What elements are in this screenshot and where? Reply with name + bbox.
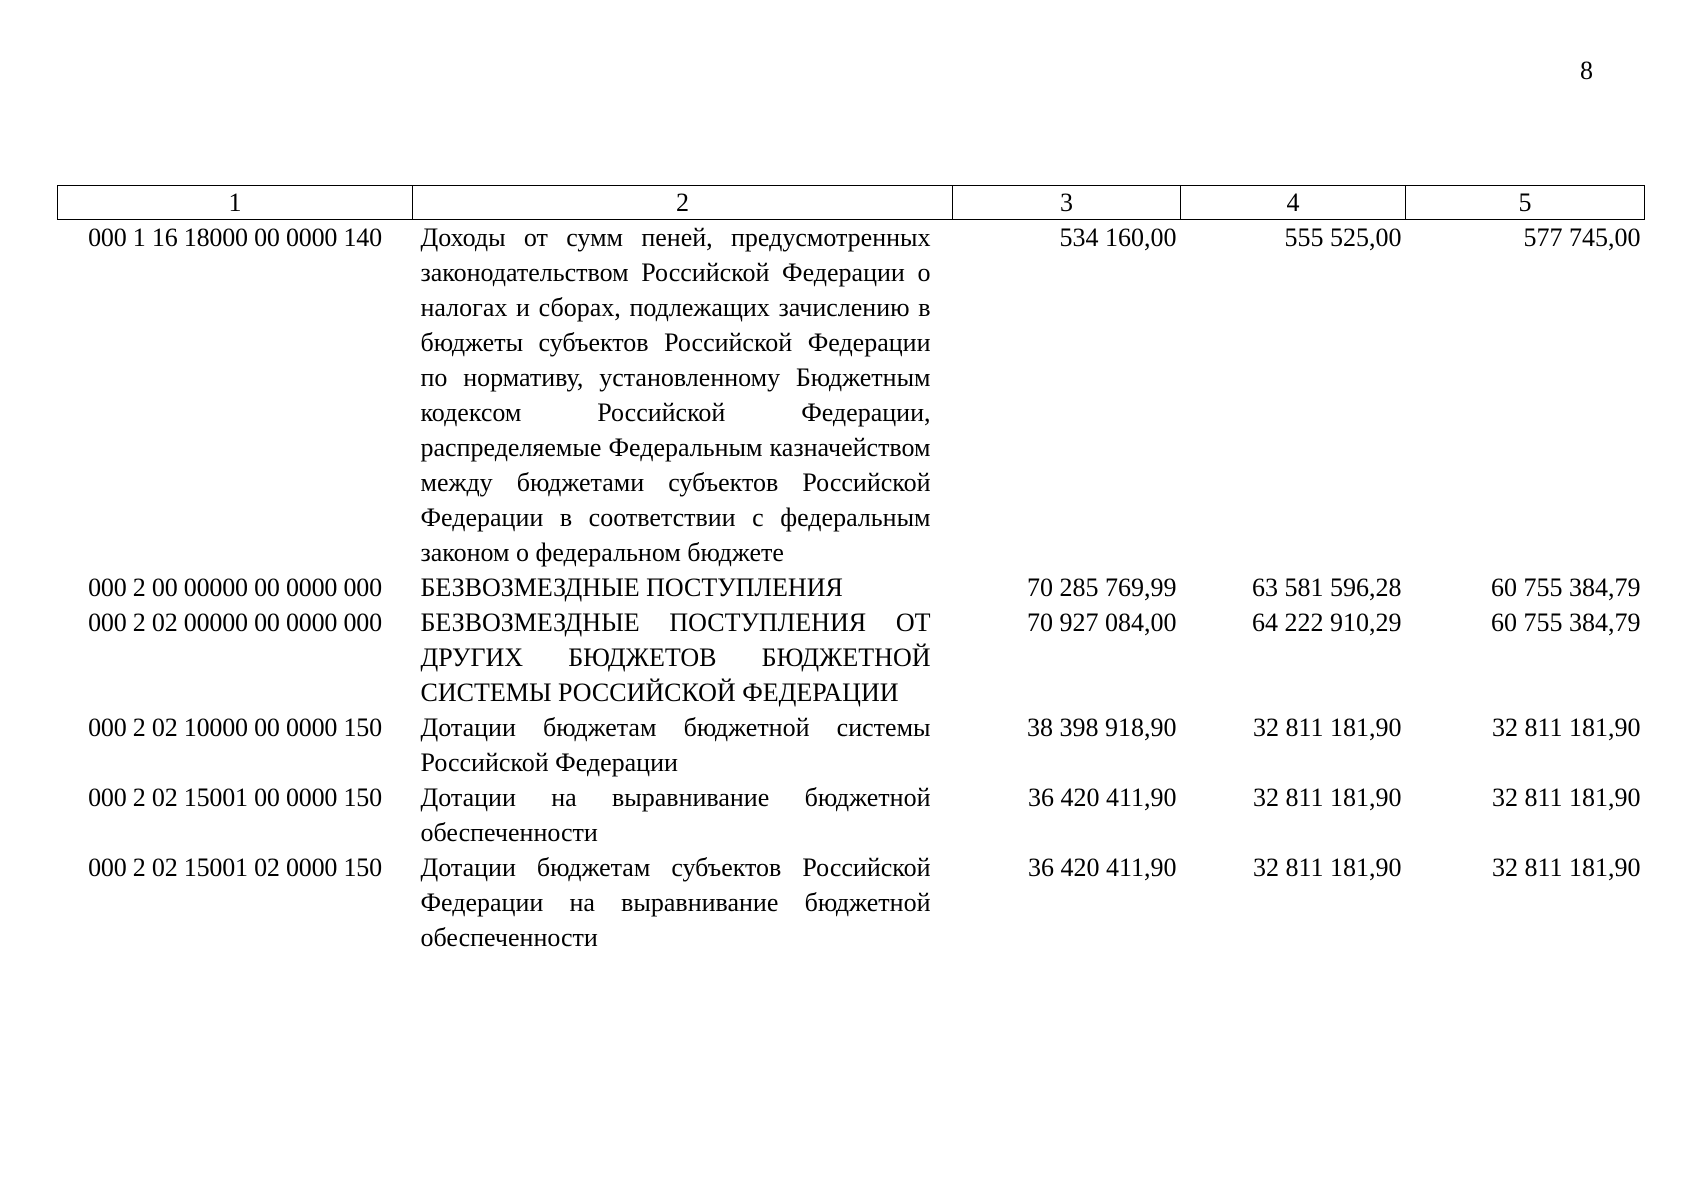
- row-value-3: 38 398 918,90: [1027, 713, 1177, 742]
- row-value-5: 32 811 181,90: [1491, 713, 1641, 742]
- header-col-3: 3: [953, 186, 1181, 220]
- row-value-5: 60 755 384,79: [1491, 573, 1641, 602]
- row-name: Доходы от сумм пеней, предусмотренных законодательством Российской Федерации о налогах и сборах, подлежащих зачислению в бюджеты субъектов Российской Федерации по нормативу, установленному Бюджетным кодексом Российской Федерации, распределяемые Федеральным казначейством между бюджетами субъектов Российской Федерации в соответствии с федеральным законом о федеральном бюджете: [420, 223, 931, 567]
- table-row: [58, 850, 1645, 955]
- table-body: [58, 220, 1645, 956]
- table-row: [58, 710, 1645, 780]
- row-name: Дотации бюджетам бюджетной системы Российской Федерации: [420, 713, 931, 777]
- header-col-2: 2: [413, 186, 953, 220]
- header-col-4: 4: [1181, 186, 1406, 220]
- row-value-3: 70 285 769,99: [1027, 573, 1177, 602]
- row-code: 000 2 02 15001 02 0000 150: [88, 853, 382, 882]
- row-value-4: 32 811 181,90: [1252, 853, 1402, 882]
- row-code: 000 2 02 15001 00 0000 150: [88, 783, 382, 812]
- row-value-4: 32 811 181,90: [1252, 783, 1402, 812]
- row-value-3: 534 160,00: [1059, 223, 1177, 252]
- row-code: 000 2 02 10000 00 0000 150: [88, 713, 382, 742]
- header-col-5: 5: [1406, 186, 1645, 220]
- row-value-4: 64 222 910,29: [1252, 608, 1402, 637]
- row-code: 000 1 16 18000 00 0000 140: [88, 223, 382, 252]
- row-value-4: 63 581 596,28: [1252, 573, 1402, 602]
- row-value-4: 32 811 181,90: [1252, 713, 1402, 742]
- row-value-3: 70 927 084,00: [1027, 608, 1177, 637]
- row-value-5: 32 811 181,90: [1491, 783, 1641, 812]
- row-name: Дотации на выравнивание бюджетной обеспеченности: [420, 783, 931, 847]
- budget-table: [57, 185, 1645, 955]
- row-name: Дотации бюджетам субъектов Российской Федерации на выравнивание бюджетной обеспеченности: [420, 853, 931, 952]
- table-row: [58, 220, 1645, 571]
- table-row: [58, 780, 1645, 850]
- header-col-1: 1: [58, 186, 413, 220]
- row-code: 000 2 02 00000 00 0000 000: [88, 608, 382, 637]
- row-value-3: 36 420 411,90: [1027, 783, 1177, 812]
- row-name: БЕЗВОЗМЕЗДНЫЕ ПОСТУПЛЕНИЯ: [420, 573, 843, 602]
- row-value-5: 32 811 181,90: [1491, 853, 1641, 882]
- page-number: 8: [1580, 56, 1593, 85]
- row-code: 000 2 00 00000 00 0000 000: [88, 573, 382, 602]
- row-name: БЕЗВОЗМЕЗДНЫЕ ПОСТУПЛЕНИЯ ОТ ДРУГИХ БЮДЖЕТОВ БЮДЖЕТНОЙ СИСТЕМЫ РОССИЙСКОЙ ФЕДЕРАЦИИ: [420, 608, 931, 707]
- row-value-5: 577 745,00: [1523, 223, 1641, 252]
- table-header: [58, 186, 1645, 220]
- row-value-4: 555 525,00: [1284, 223, 1402, 252]
- table-row: [58, 570, 1645, 605]
- header-row: [58, 186, 1645, 220]
- row-value-5: 60 755 384,79: [1491, 608, 1641, 637]
- row-value-3: 36 420 411,90: [1027, 853, 1177, 882]
- table-row: [58, 605, 1645, 710]
